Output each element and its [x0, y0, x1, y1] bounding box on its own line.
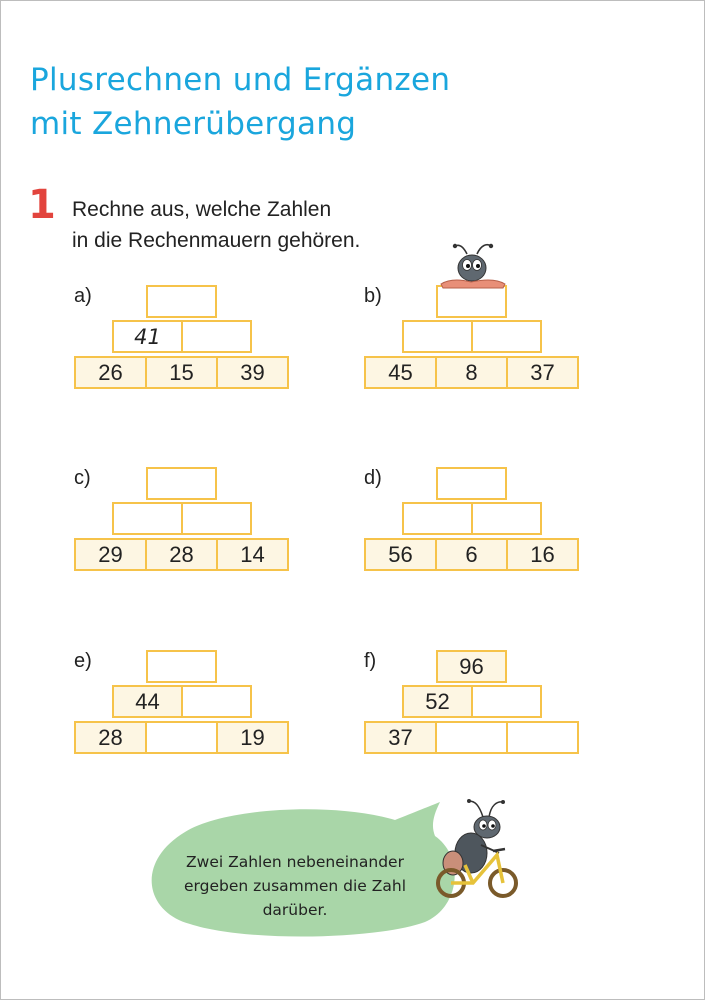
wall-brick-bottom: 15	[145, 356, 218, 389]
task-instruction-line-2: in die Rechenmauern gehören.	[72, 229, 361, 252]
wall-label: d)	[364, 467, 382, 489]
number-wall-d	[364, 467, 579, 577]
wall-brick-bottom: 39	[216, 356, 289, 389]
wall-brick-top[interactable]	[436, 467, 507, 500]
wall-label: c)	[74, 467, 91, 489]
wall-brick-middle[interactable]	[112, 502, 183, 535]
wall-brick-bottom[interactable]	[145, 721, 218, 754]
wall-brick-bottom: 37	[506, 356, 579, 389]
wall-label: e)	[74, 650, 92, 672]
number-wall-b	[364, 285, 579, 395]
wall-brick-bottom[interactable]	[506, 721, 579, 754]
wall-label: b)	[364, 285, 382, 307]
wall-brick-middle[interactable]	[402, 502, 473, 535]
wall-label: f)	[364, 650, 377, 672]
hint-text	[150, 850, 440, 922]
ant-on-bicycle-icon	[425, 795, 525, 900]
wall-brick-middle[interactable]	[471, 502, 542, 535]
wall-label: a)	[74, 285, 92, 307]
title-line-2: mit Zehnerübergang	[30, 106, 357, 142]
wall-brick-middle[interactable]	[402, 320, 473, 353]
hint-line-3: darüber.	[262, 901, 328, 919]
wall-brick-middle: 52	[402, 685, 473, 718]
wall-brick-bottom: 45	[364, 356, 437, 389]
wall-brick-middle[interactable]	[181, 320, 252, 353]
wall-brick-middle[interactable]	[181, 502, 252, 535]
hint-line-1: Zwei Zahlen nebeneinander	[186, 853, 404, 871]
number-wall-a	[74, 285, 289, 395]
hint-line-2: ergeben zusammen die Zahl	[183, 877, 406, 895]
wall-brick-top[interactable]	[146, 285, 217, 318]
ant-peeking-icon	[437, 238, 509, 290]
task-instruction	[72, 194, 360, 256]
wall-brick-bottom: 16	[506, 538, 579, 571]
wall-brick-middle[interactable]: 41	[112, 320, 183, 353]
wall-brick-bottom: 28	[145, 538, 218, 571]
wall-brick-middle: 44	[112, 685, 183, 718]
title-line-1: Plusrechnen und Ergänzen	[30, 62, 451, 98]
number-wall-e	[74, 650, 289, 760]
wall-brick-top[interactable]	[146, 650, 217, 683]
wall-brick-bottom: 37	[364, 721, 437, 754]
task-instruction-line-1: Rechne aus, welche Zahlen	[72, 198, 332, 221]
number-wall-f	[364, 650, 579, 760]
task-number: 1	[28, 182, 56, 228]
wall-brick-bottom: 28	[74, 721, 147, 754]
wall-brick-bottom: 56	[364, 538, 437, 571]
wall-brick-top: 96	[436, 650, 507, 683]
wall-brick-bottom: 6	[435, 538, 508, 571]
wall-brick-top[interactable]	[146, 467, 217, 500]
wall-brick-middle[interactable]	[471, 685, 542, 718]
page-title	[30, 58, 450, 146]
wall-brick-bottom: 8	[435, 356, 508, 389]
wall-brick-middle[interactable]	[471, 320, 542, 353]
wall-brick-bottom: 19	[216, 721, 289, 754]
wall-brick-bottom: 26	[74, 356, 147, 389]
wall-brick-bottom: 29	[74, 538, 147, 571]
wall-brick-bottom: 14	[216, 538, 289, 571]
wall-brick-bottom[interactable]	[435, 721, 508, 754]
number-wall-c	[74, 467, 289, 577]
wall-brick-middle[interactable]	[181, 685, 252, 718]
